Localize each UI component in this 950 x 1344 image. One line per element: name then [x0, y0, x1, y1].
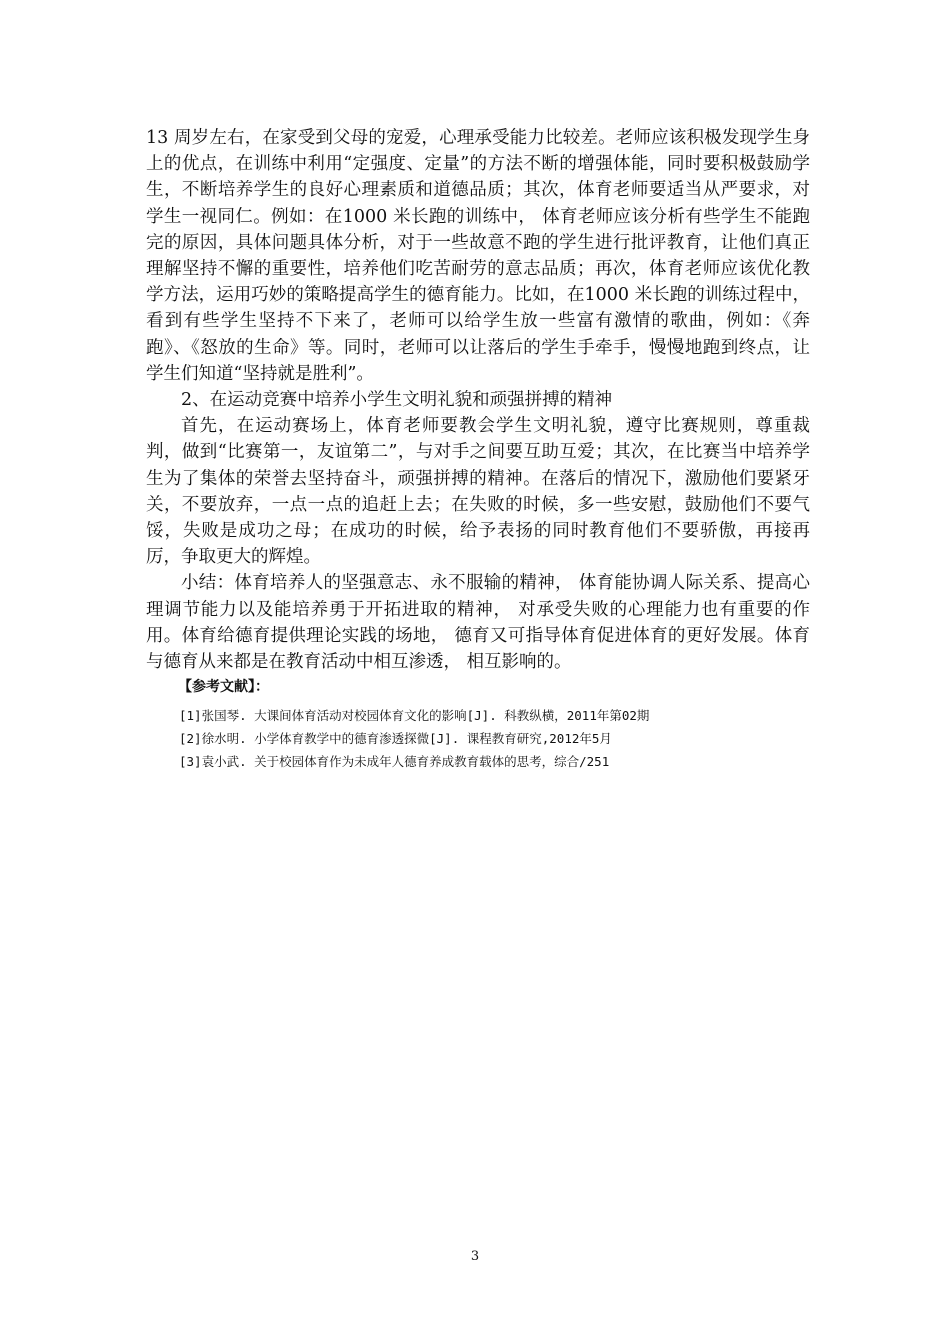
section-heading-competition: 2、在运动竞赛中培养小学生文明礼貌和顽强拼搏的精神	[181, 390, 613, 411]
reference-item-2: [2]徐水明. 小学体育教学中的德育渗透探微[J]. 课程教育研究,2012年5月	[179, 731, 612, 746]
paragraph-summary: 小结：体育培养人的坚强意志、永不服输的精神， 体育能协调人际关系、提高心理调节能力以及能培养勇于开拓进取的精神， 对承受失败的心理能力也有重要的作用。体育给德育提供理论实践的场地， 德育又可指导体育促进体育的更好发展。体育与德育从来都是在教育活动中相互渗透， 相互影响的。	[146, 573, 810, 673]
page-number: 3	[470, 1249, 480, 1264]
references-heading: 【参考文献】：	[178, 679, 269, 695]
body-text	[146, 125, 810, 675]
paragraph-training-methods: 13 周岁左右，在家受到父母的宠爱，心理承受能力比较差。老师应该积极发现学生身上的优点，在训练中利用“定强度、定量”的方法不断的增强体能，同时要积极鼓励学生，不断培养学生的良好心理素质和道德品质；其次，体育老师要适当从严要求，对学生一视同仁。例如：在1000 米长跑的训练中， 体育老师应该分析有些学生不能跑完的原因，具体问题具体分析，对于一些故意不跑的学生进行批评教育，让他们真正理解坚持不懈的重要性，培养他们吃苦耐劳的意志品质；再次，体育老师应该优化教学方法，运用巧妙的策略提高学生的德育能力。比如，在1000 米长跑的训练过程中，看到有些学生坚持不下来了，老师可以给学生放一些富有激情的歌曲，例如：《奔跑》、《怒放的生命》等。同时，老师可以让落后的学生手牵手，慢慢地跑到终点，让学生们知道“坚持就是胜利”。	[146, 128, 810, 384]
paragraph-competition: 首先，在运动赛场上，体育老师要教会学生文明礼貌，遵守比赛规则，尊重裁判，做到“比赛第一，友谊第二”，与对手之间要互助互爱；其次，在比赛当中培养学生为了集体的荣誉去坚持奋斗，顽强拼搏的精神。在落后的情况下，激励他们要紧牙关，不要放弃，一点一点的追赶上去；在失败的时候，多一些安慰，鼓励他们不要气馁，失败是成功之母；在成功的时候，给予表扬的同时教育他们不要骄傲，再接再厉，争取更大的辉煌。	[146, 416, 810, 568]
reference-item-3: [3]袁小武. 关于校园体育作为未成年人德育养成教育载体的思考，综合/251	[179, 754, 610, 769]
references-section	[178, 676, 818, 773]
reference-item-1: [1]张国琴. 大课间体育活动对校园体育文化的影响[J]. 科教纵横，2011年第02期	[179, 708, 650, 723]
